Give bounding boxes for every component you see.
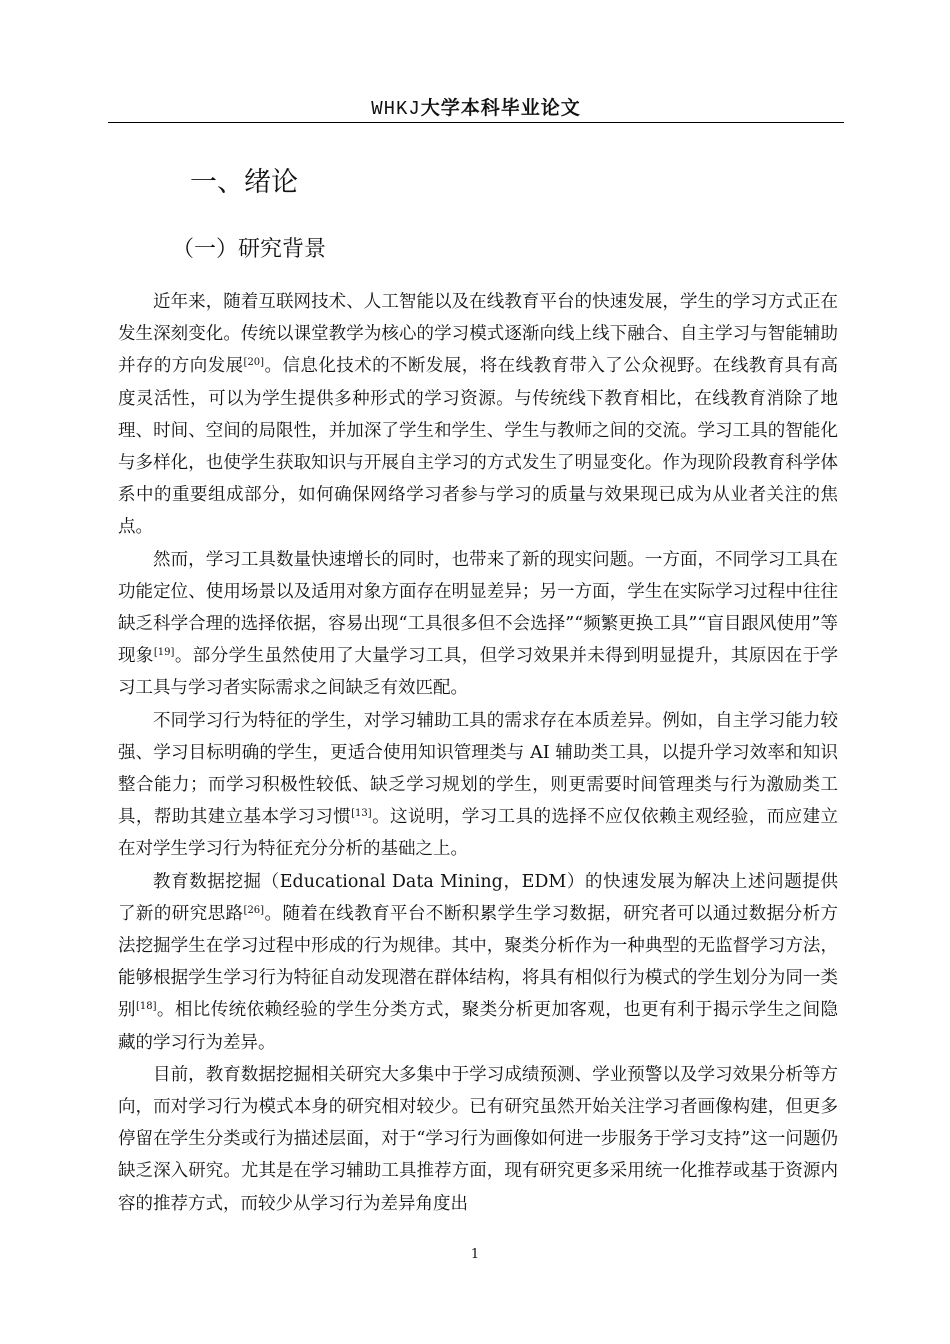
paragraph-text: 不同学习行为特征的学生，对学习辅助工具的需求存在本质差异。例如，自主学习能力较强、学习目标明确的学生，更适合使用知识管理类与 AI 辅助类工具，以提升学习效率和知识整合能力；而学习积极性较低、缺乏学习规划的学生，则更需要时间管理类与行为激励类工具，帮助其建立基本学习习惯 [118, 710, 838, 828]
section-title: （一）研究背景 [172, 237, 327, 262]
paragraph-text: 教育数据挖掘（Educational Data Mining，EDM）的快速发展为解决上述问题提供了新的研究思路 [118, 871, 838, 924]
paragraph [118, 705, 838, 866]
citation: [18] [135, 1001, 157, 1013]
paragraph-text: 。部分学生虽然使用了大量学习工具，但学习效果并未得到明显提升，其原因在于学习工具与学习者实际需求之间缺乏有效匹配。 [118, 646, 839, 699]
page-header [108, 96, 844, 121]
header-university-code: WHKJ [371, 98, 421, 120]
paragraph [118, 1059, 838, 1220]
page-number: 1 [470, 1247, 480, 1262]
body-text [118, 286, 838, 1220]
header-rule [108, 122, 844, 123]
paragraph-text: 。信息化技术的不断发展，将在线教育带入了公众视野。在线教育具有高度灵活性，可以为学生提供多种形式的学习资源。与传统线下教育相比，在线教育消除了地理、时间、空间的局限性，并加深了学生和学生、学生与教师之间的交流。学习工具的智能化与多样化，也使学生获取知识与开展自主学习的方式发生了明显变化。作为现阶段教育科学体系中的重要组成部分，如何确保网络学习者参与学习的质量与效果现已成为从业者关注的焦点。 [118, 356, 838, 538]
paragraph [118, 286, 838, 544]
chapter-title: 一、绪论 [190, 167, 298, 198]
citation: [26] [243, 904, 265, 916]
paragraph [118, 866, 838, 1059]
paragraph-text: 目前，教育数据挖掘相关研究大多集中于学习成绩预测、学业预警以及学习效果分析等方向，而对学习行为模式本身的研究相对较少。已有研究虽然开始关注学习者画像构建，但更多停留在学生分类或行为描述层面，对于“学习行为画像如何进一步服务于学习支持”这一问题仍缺乏深入研究。尤其是在学习辅助工具推荐方面，现有研究更多采用统一化推荐或基于资源内容的推荐方式，而较少从学习行为差异角度出 [118, 1064, 838, 1214]
citation: [13] [351, 808, 372, 820]
citation: [19] [153, 647, 175, 659]
citation: [20] [243, 357, 265, 369]
paragraph [118, 544, 838, 705]
header-title: 大学本科毕业论文 [420, 97, 581, 119]
paragraph-text: 然而，学习工具数量快速增长的同时，也带来了新的现实问题。一方面，不同学习工具在功能定位、使用场景以及适用对象方面存在明显差异；另一方面，学生在实际学习过程中往往缺乏科学合理的选择依据，容易出现“工具很多但不会选择”“频繁更换工具”“盲目跟风使用”等现象 [118, 549, 838, 667]
paragraph-text: 。这说明，学习工具的选择不应仅依赖主观经验，而应建立在对学生学习行为特征充分分析的基础之上。 [118, 807, 838, 860]
paragraph-text: 。相比传统依赖经验的学生分类方式，聚类分析更加客观，也更有利于揭示学生之间隐藏的学习行为差异。 [118, 1000, 838, 1053]
paragraph-text: 。随着在线教育平台不断积累学生学习数据，研究者可以通过数据分析方法挖掘学生在学习过程中形成的行为规律。其中，聚类分析作为一种典型的无监督学习方法，能够根据学生学习行为特征自动发现潜在群体结构，将具有相似行为模式的学生划分为同一类别 [118, 903, 838, 1021]
paragraph-text: 近年来，随着互联网技术、人工智能以及在线教育平台的快速发展，学生的学习方式正在发生深刻变化。传统以课堂教学为核心的学习模式逐渐向线上线下融合、自主学习与智能辅助并存的方向发展 [118, 292, 838, 377]
